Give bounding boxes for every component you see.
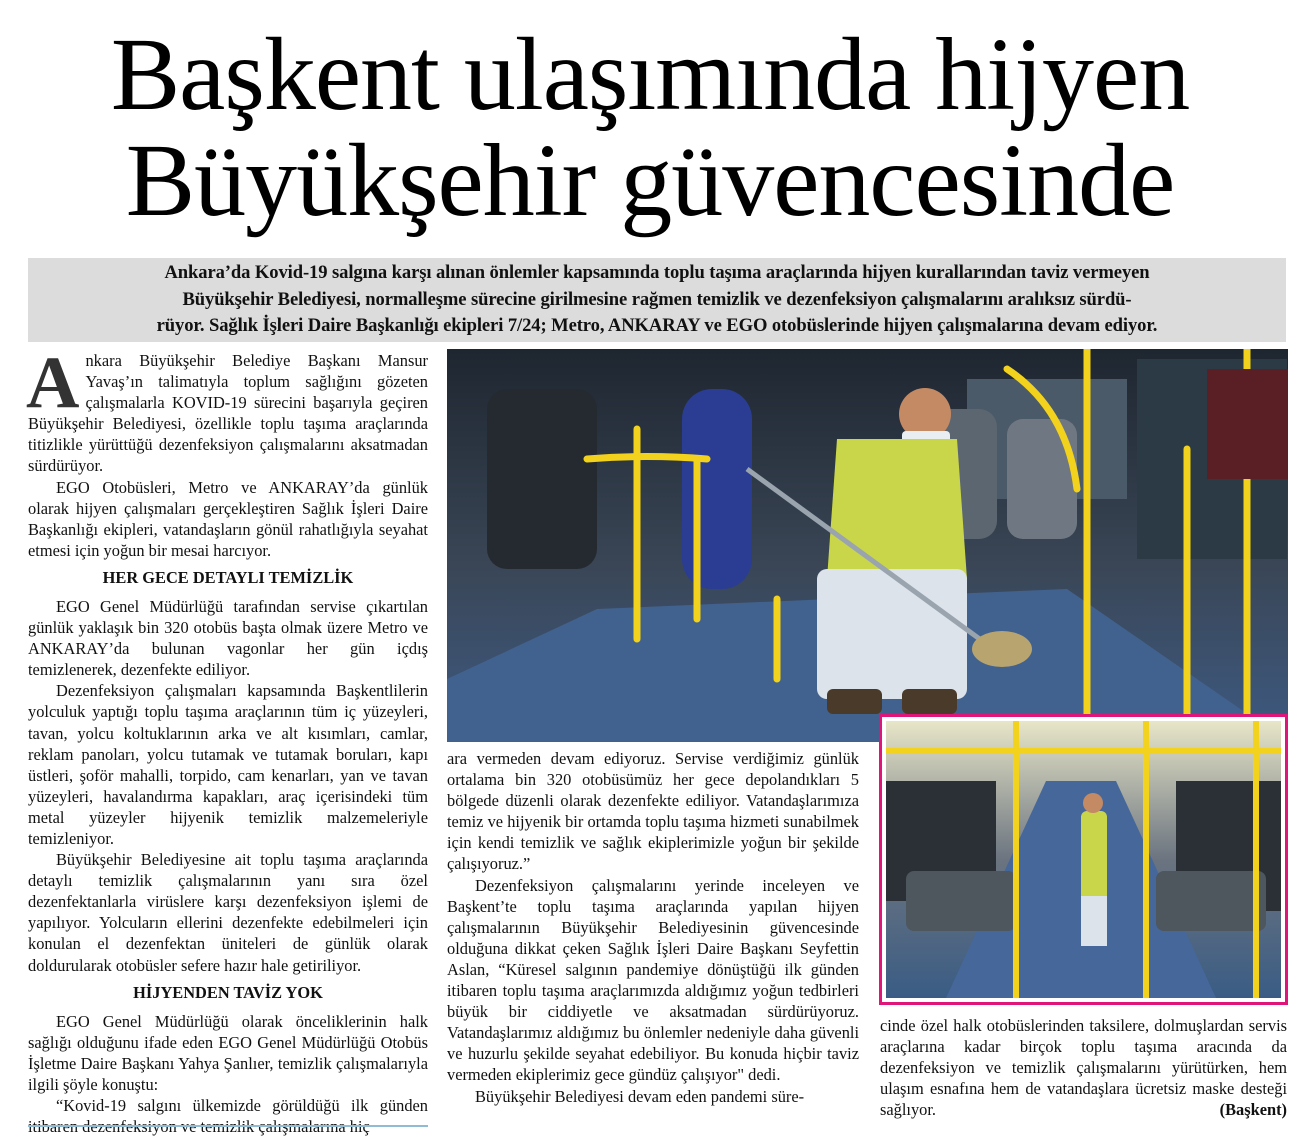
headline-line-2: Büyükşehir güvencesinde: [125, 123, 1175, 238]
paragraph-text: cinde özel halk otobüslerinden taksilere, dolmuşlardan servis araçlarına kadar birçok toplu taşıma aracında da dezenfeksiyon ve temizlik çalışmalarını yürütürken, hem ulaşım esnafına hem de vatandaşlara ücretsiz maske desteği sağlıyor.: [880, 1016, 1287, 1120]
subheading-no-compromise: HİJYENDEN TAVİZ YOK: [133, 982, 323, 1002]
spot-summary: [28, 258, 1286, 342]
article-column-2: [447, 748, 859, 1107]
paragraph: Dezenfeksiyon çalışmaları kapsamında Başkentlilerin yolculuk yaptığı toplu taşıma araçlarının tüm iç yüzeyleri, tavan, yolcu koltuklarının arka ve alt kısımları, camlar, reklam panoları, yolcu tutamak ve tutamak boruları, kapı üstleri, şoför mahalli, torpido, cam kenarları, yan ve tavan yüzeyleri, havalandırma kapakları, araç içerisindeki tüm metal yüzeyler hijyenik temizlik malzemeleriyle temizleniyor.: [28, 681, 428, 848]
paragraph: Büyükşehir Belediyesine ait toplu taşıma araçlarında detaylı temizlik çalışmalarının yanı sıra özel dezenfektanlarla virüslere karşı dezenfeksiyon işlemi de yapılıyor. Yolcuların ellerini dezenfekte edebilmeleri için konulan el dezenfektan üniteleri de günlük olarak doldurularak otobüsler sefere hazır hale getiriliyor.: [28, 850, 428, 975]
bus-cleaning-photo-graphic: [447, 349, 1288, 742]
bus-interior-photo: [886, 721, 1281, 998]
paragraph: ara vermeden devam ediyoruz. Servise verdiğimiz günlük ortalama bin 320 otobüsümüz her gece depolandıkları 5 bölgede düzenli olarak dezenfekte ediliyor. Vatandaşlarımıza temiz ve hijyenik bir ortamda toplu taşıma hizmeti sunabilmek için kendi temizlik ve sağlık ekiplerimizle yoğun bir şekilde çalışıyoruz.”: [447, 749, 859, 874]
inset-photo-frame: [879, 714, 1288, 1005]
headline-line-1: Başkent ulaşımında hijyen: [110, 17, 1190, 132]
byline: (Başkent): [1219, 1100, 1287, 1120]
article-column-1: [26, 342, 428, 1137]
paragraph-intro: [26, 342, 428, 477]
spot-line-1: Ankara’da Kovid-19 salgına karşı alınan önlemler kapsamında toplu taşıma araçlarında hijyen kurallarından taviz vermeyen: [164, 262, 1150, 283]
paragraph: Dezenfeksiyon çalışmalarını yerinde inceleyen ve Başkent’te toplu taşıma araçlarında yapılan hijyen çalışmalarının Büyükşehir Belediyesinin güvencesinde olduğuna dikkat çeken Sağlık İşleri Daire Başkanı Seyfettin Aslan, “Küresel salgının pandemiye dönüştüğü ilk günden itibaren toplu taşıma araçlarımızda aldığımız yoğun tedbirleri büyük bir ciddiyetle ve aksatmadan sürdürüyoruz. Vatandaşlarımız aldığımız bu önlemler nedeniyle daha güvenli ve huzurlu şekilde seyahat edebiliyor. Bu konuda hiçbir taviz vermeden ekiplerimiz gece gündüz çalışıyor" dedi.: [447, 875, 859, 1085]
spot-line-3: rüyor. Sağlık İşleri Daire Başkanlığı ekipleri 7/24; Metro, ANKARAY ve EGO otobüslerinde hijyen çalışmalarına devam ediyor.: [156, 315, 1158, 336]
paragraph: EGO Genel Müdürlüğü tarafından servise çıkartılan günlük yaklaşık bin 320 otobüs başta olmak üzere Metro ve ANKARAY’da bulunan vagonlar her gün içdış temizlenerek, dezenfekte ediliyor.: [28, 596, 428, 680]
paragraph-intro-text: nkara Büyükşehir Belediye Başkanı Mansur Yavaş’ın talimatıyla toplum sağlığını gözeten çalışmalarla KOVID-19 sürecini başarıyla geçiren Büyükşehir Belediyesi, özellikle toplu taşıma araçlarında titizlikle yürüttüğü dezenfeksiyon çalışmalarını aksatmadan sürdürüyor.: [28, 351, 428, 476]
drop-cap: A: [26, 342, 80, 424]
bottom-rule: [28, 1125, 428, 1127]
subheading-nightly-cleaning: HER GECE DETAYLI TEMİZLİK: [102, 567, 354, 587]
bus-cleaning-photo: [447, 349, 1288, 742]
paragraph: EGO Genel Müdürlüğü olarak önceliklerinin halk sağlığı olduğunu ifade eden EGO Genel Müdürlüğü Otobüs İşletme Daire Başkanı Yahya Şanlıer, temizlik çalışmalarıyla ilgili şöyle konuştu:: [28, 1011, 428, 1094]
paragraph: Büyükşehir Belediyesi devam eden pandemi süre-: [475, 1086, 805, 1106]
paragraph: [880, 1015, 1287, 1120]
headline: [0, 17, 1300, 238]
paragraph: EGO Otobüsleri, Metro ve ANKARAY’da günlük olarak hijyen çalışmaları gerçekleştiren Sağlık İşleri Daire Başkanlığı ekipleri, vatandaşların gönül rahatlığıyla seyahat etmesi için yoğun bir mesai harcıyor.: [28, 477, 428, 560]
article-column-3: [880, 1015, 1287, 1120]
paragraph: “Kovid-19 salgını ülkemizde görüldüğü ilk günden: [56, 1096, 428, 1115]
spot-line-2: Büyükşehir Belediyesi, normalleşme sürecine girilmesine rağmen temizlik ve dezenfeksiyon çalışmalarını aralıksız sürdü-: [182, 288, 1132, 310]
